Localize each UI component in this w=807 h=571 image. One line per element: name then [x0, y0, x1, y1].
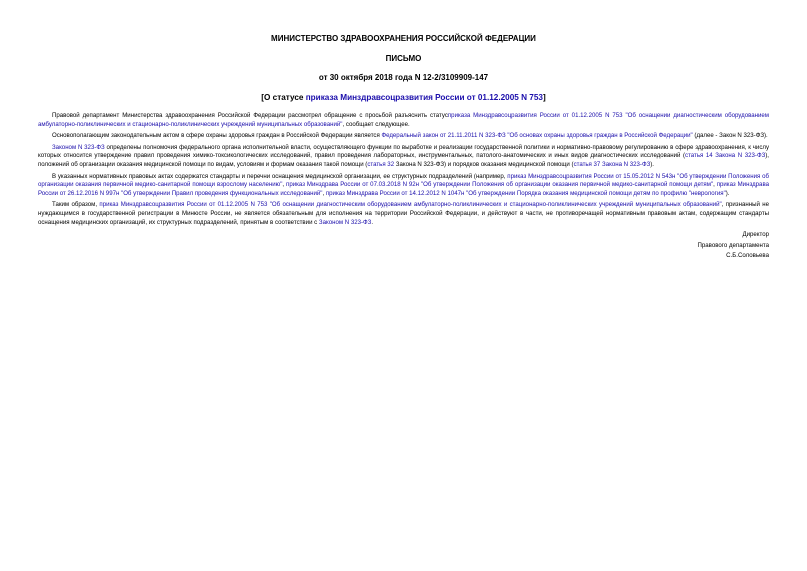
link-article-37[interactable]: статья 37 Закона N 323-ФЗ [573, 160, 651, 168]
text: , признанный не нуждающимся в государственной регистрации в Минюсте России, не является обязательным для исполнения на территории Российской Федерации, и действуют в части, не противоречащей нормативным правовым актам, содержащим стандарты оснащения медицинских организаций, их структурных подразделений, принятым в соответствии с [38, 201, 769, 226]
text: Основополагающим законодательным актом в сфере охраны здоровья граждан в Российской Федерации является [52, 132, 382, 140]
link-article-32[interactable]: статья 32 [367, 160, 395, 168]
document-subject [38, 93, 769, 102]
link-law-323[interactable]: Федеральный закон от 21.11.2011 N 323-ФЗ "Об основах охраны здоровья граждан в Российской Федерации" [381, 132, 693, 140]
text: . [371, 218, 374, 226]
paragraph-3 [38, 144, 769, 170]
link-order-753-conclusion[interactable]: приказ Минздравсоцразвития России от 01.12.2005 N 753 "Об оснащении диагностическим оборудованием амбулаторно-поликлинических и стационарно-поликлинических учреждений муниципальных образований" [99, 201, 722, 209]
paragraph-4 [38, 173, 769, 199]
link-order-1047n[interactable]: приказ Минздрава России от 14.12.2012 N 1047н "Об утверждении Порядка оказания медицинской помощи детям по профилю "неврология" [325, 189, 726, 197]
text: Таким образом, [52, 201, 100, 209]
text: , [713, 181, 717, 189]
text: ). [650, 160, 654, 168]
link-order-753[interactable]: приказа Минздравсоцразвития России от 01.12.2005 N 753 "Об оснащении диагностическим оборудованием амбулаторно-поликлинических и стационарно-поликлинических учреждений муниципальных образований" [38, 112, 769, 128]
text: (далее - Закон N 323-ФЗ). [692, 132, 768, 140]
link-order-92n[interactable]: приказ Минздрава России от 07.03.2018 N 92н "Об утверждении Положения об организации оказания первичной медико-санитарной помощи детям" [286, 181, 714, 189]
letter-body [38, 112, 769, 227]
paragraph-5 [38, 201, 769, 227]
ministry-title: МИНИСТЕРСТВО ЗДРАВООХРАНЕНИЯ РОССИЙСКОЙ ФЕДЕРАЦИИ [271, 34, 536, 43]
document-date-number: от 30 октября 2018 года N 12-2/3109909-147 [318, 73, 489, 82]
signature-department: Правового департамента [697, 241, 769, 249]
signature-block [38, 230, 769, 262]
signature-name: С.Б.Соловьева [726, 252, 769, 260]
link-law-323-short[interactable]: Законом N 323-ФЗ [52, 143, 105, 151]
link-article-14[interactable]: статья 14 Закона N 323-ФЗ [685, 152, 766, 160]
subject-prefix: [О статусе [261, 93, 306, 102]
text: , [322, 189, 326, 197]
text: , сообщает следующее. [342, 120, 410, 128]
text: определены полномочия федерального органа исполнительной власти, осуществляющего функции по выработке и реализации государственной политики и нормативно-правовому регулированию в сфере здравоохранения, к числу которых относится утверждение правил проведения химико-токсикологических исследований, правил проведения лабораторных, инструментальных, патолого-анатомических и иных видов диагностических исследований ( [38, 143, 769, 160]
text: ), положений об организации оказания медицинской помощи по видам, условиям и формам оказания такой помощи ( [38, 152, 769, 168]
subject-link[interactable]: приказа Минздравсоцразвития России от 01.12.2005 N 753 [305, 93, 543, 102]
document-type: ПИСЬМО [385, 54, 422, 63]
paragraph-2 [38, 132, 769, 141]
link-order-997n[interactable]: приказ Минздрава России от 26.12.2016 N 997н "Об утверждении Правил проведения функциональных исследований" [38, 181, 769, 197]
text: Закона N 323-ФЗ) и порядков оказания медицинской помощи ( [394, 160, 574, 168]
signature-position: Директор [742, 231, 769, 239]
text: В указанных нормативных правовых актах содержатся стандарты и перечни оснащения медицинской организации, ее структурных подразделений (например, [52, 172, 508, 180]
paragraph-1 [38, 112, 769, 129]
text: ). [725, 189, 730, 197]
link-law-323-conclusion[interactable]: Законом N 323-ФЗ [318, 218, 372, 226]
text: Правовой департамент Министерства здравоохранения Российской Федерации рассмотрел обращение с просьбой разъяснить статус [52, 112, 448, 119]
subject-suffix: ] [542, 93, 546, 102]
text: , [282, 181, 287, 189]
link-order-543n[interactable]: приказ Минздравсоцразвития России от 15.05.2012 N 543н "Об утверждении Положения об организации оказания первичной медико-санитарной помощи взрослому населению" [38, 172, 769, 189]
